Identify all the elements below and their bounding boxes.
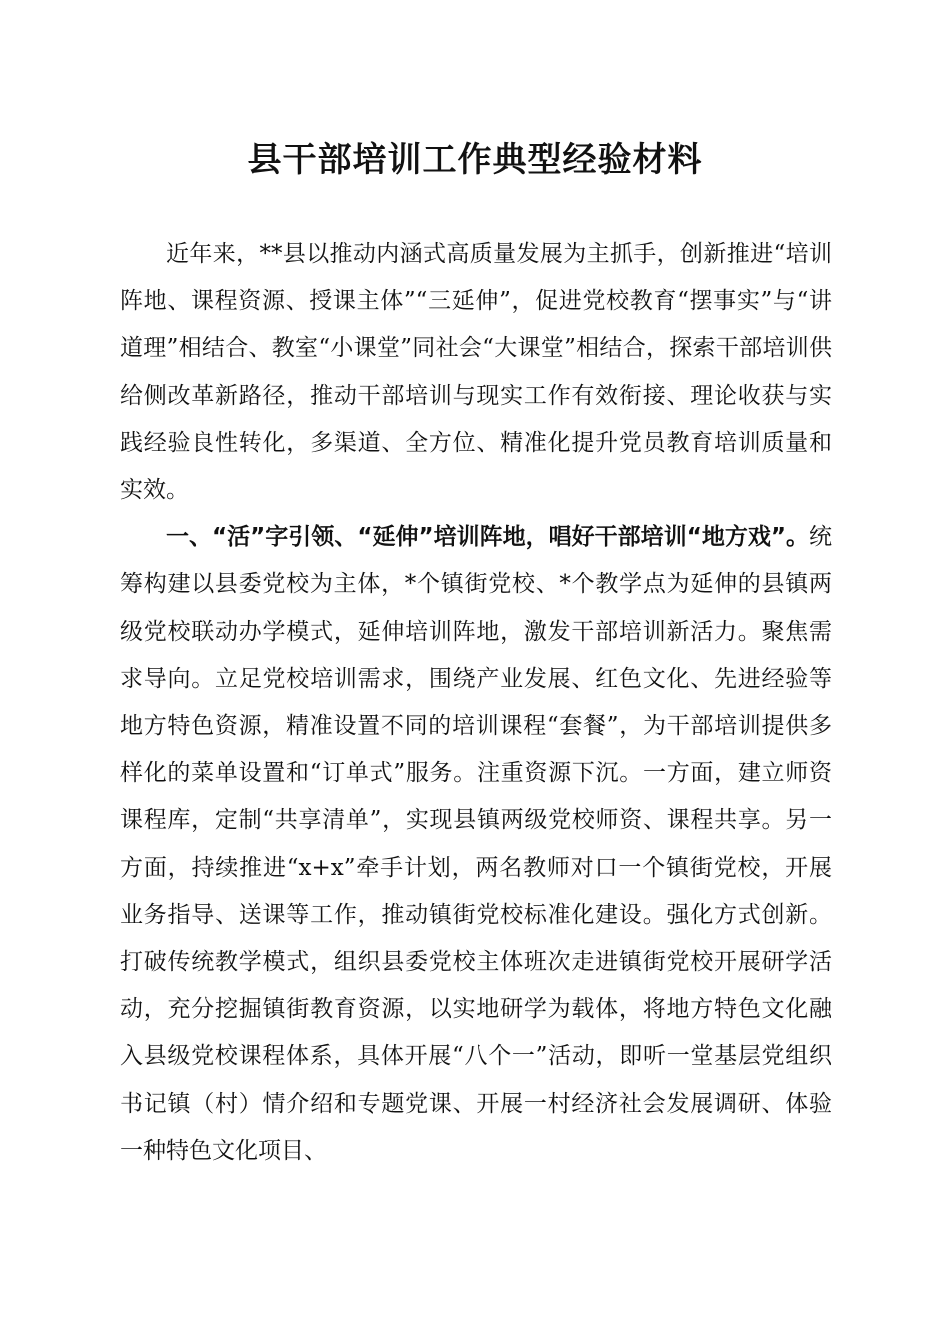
document-body [120, 231, 832, 1175]
section-one-text: 统筹构建以县委党校为主体，*个镇街党校、*个教学点为延伸的县镇两级党校联动办学模式，延伸培训阵地，激发干部培训新活力。聚焦需求导向。立足党校培训需求，围绕产业发展、红色文化、先进经验等地方特色资源，精准设置不同的培训课程“套餐”，为干部培训提供多样化的菜单设置和“订单式”服务。注重资源下沉。一方面，建立师资课程库，定制“共享清单”，实现县镇两级党校师资、课程共享。另一方面，持续推进“x+x”牵手计划，两名教师对口一个镇街党校，开展业务指导、送课等工作，推动镇街党校标准化建设。强化方式创新。打破传统教学模式，组织县委党校主体班次走进镇街党校开展研学活动，充分挖掘镇街教育资源，以实地研学为载体，将地方特色文化融入县级党校课程体系，具体开展“八个一”活动，即听一堂基层党组织书记镇（村）情介绍和专题党课、开展一村经济社会发展调研、体验一种特色文化项目、 [120, 524, 832, 1164]
section-one-paragraph [120, 514, 832, 1175]
intro-paragraph-text: 近年来，**县以推动内涵式高质量发展为主抓手，创新推进“培训阵地、课程资源、授课主体”“三延伸”，促进党校教育“摆事实”与“讲道理”相结合、教室“小课堂”同社会“大课堂”相结合，探索干部培训供给侧改革新路径，推动干部培训与现实工作有效衔接、理论收获与实践经验良性转化，多渠道、全方位、精准化提升党员教育培训质量和实效。 [120, 241, 832, 504]
intro-paragraph [120, 231, 832, 514]
section-one-heading: 一、“活”字引领、“延伸”培训阵地，唱好干部培训“地方戏”。 [166, 524, 809, 551]
document-title: 县干部培训工作典型经验材料 [247, 140, 703, 180]
